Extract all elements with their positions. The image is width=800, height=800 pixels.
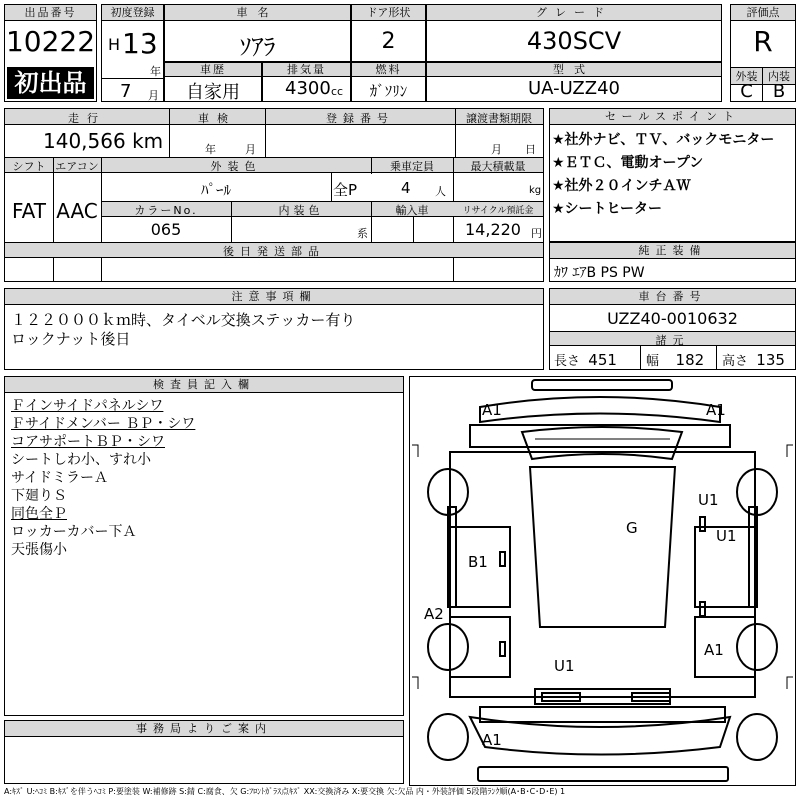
later-parts-label: 後日発送部品: [223, 245, 325, 258]
intcolor-unit: 系: [357, 227, 368, 240]
disp-unit: cc: [331, 85, 344, 98]
era: H: [108, 35, 121, 54]
damage-mark: A1: [482, 401, 502, 419]
sales-label: セールスポイント: [550, 109, 795, 125]
sales-point: ★社外ナビ、ＴＶ、バックモニター: [552, 132, 775, 148]
fuel-value: ｶﾞｿﾘﾝ: [369, 82, 408, 100]
score-block: [730, 4, 796, 102]
color-value: ﾊﾟｰﾙ: [200, 181, 231, 199]
lot-block: [4, 4, 97, 102]
inspector-line: コアサポートＢＰ・シワ: [11, 434, 165, 450]
history-value: 自家用: [186, 82, 240, 103]
model-label: 型式: [427, 63, 721, 77]
model-value: UA-UZZ40: [527, 78, 620, 99]
first-reg-block: [101, 4, 164, 102]
inspector-line: Ｆサイドメンバー ＢＰ・シワ: [11, 416, 196, 432]
notes-label: 注意事項欄: [5, 289, 543, 305]
door-label: ドア形状: [352, 5, 425, 21]
inspector-line: 天張傷小: [11, 542, 67, 558]
damage-mark: A1: [704, 641, 724, 659]
intcolor-label: 内装色: [278, 204, 324, 217]
inspect-year-unit: 年: [205, 143, 216, 156]
damage-mark: A1: [482, 731, 502, 749]
disp-value: 4300: [285, 78, 331, 99]
all-paint: 全P: [333, 181, 358, 199]
inspector-line: 下廻りＳ: [11, 488, 67, 504]
score-value: R: [753, 25, 773, 58]
door-value: 2: [381, 29, 396, 54]
colorno-value: 065: [150, 220, 182, 239]
seat-label: 乗車定員: [390, 160, 434, 173]
name-label: 車名: [165, 5, 350, 21]
fuel-label: 燃料: [352, 63, 425, 77]
inspect-month-unit: 月: [245, 143, 256, 156]
disp-label: 排気量: [263, 63, 350, 77]
inspector-block: [4, 376, 404, 716]
damage-mark: A2: [424, 605, 444, 623]
office-block: [4, 720, 404, 784]
inspector-line: シートしわ小、すれ小: [11, 452, 151, 468]
model-block: [426, 62, 722, 102]
lot-no-label: 出品番号: [5, 5, 96, 21]
year-unit: 年: [150, 65, 161, 78]
color-label: 外装色: [210, 160, 262, 173]
office-label: 事務局よりご案内: [5, 721, 403, 737]
width: 幅 182: [646, 351, 705, 369]
chassis-value: UZZ40-0010632: [607, 309, 738, 328]
first-listing-badge: 初出品: [7, 67, 94, 99]
name-block: [164, 4, 351, 62]
shift-label: シフト: [12, 160, 46, 173]
grade-block: [426, 4, 722, 62]
equip-label: 純正装備: [550, 243, 795, 259]
history-label: 車歴: [165, 63, 261, 77]
seat-unit: 人: [435, 185, 446, 198]
reg-month: 7: [120, 81, 132, 102]
chassis-block: [549, 288, 796, 370]
length: 長さ 451: [554, 351, 617, 369]
damage-mark: B1: [468, 553, 488, 571]
car-outline: [410, 377, 795, 785]
ac-value: AAC: [56, 199, 98, 223]
height: 高さ 135: [722, 351, 785, 369]
sales-point: ★シートヒーター: [552, 201, 662, 217]
notes-line: １２２０００ｋｍ時、タイベル交換ステッカー有り: [11, 311, 356, 329]
transfer-day-unit: 日: [525, 143, 536, 156]
info-block: [4, 108, 544, 282]
load-label: 最大積載量: [470, 160, 526, 173]
inspect-label: 車検: [198, 112, 236, 125]
reg-year: 13: [122, 27, 158, 60]
inspector-line: 同色全Ｐ: [11, 506, 67, 522]
score-label: 評価点: [731, 5, 795, 21]
int-label: 内装: [763, 68, 795, 85]
damage-diagram: [409, 376, 796, 786]
int-value: B: [772, 81, 786, 102]
damage-mark: U1: [554, 657, 575, 675]
damage-mark: A1: [706, 401, 726, 419]
inspector-line: ロッカーカバー下Ａ: [11, 524, 137, 540]
first-reg-label: 初度登録: [102, 5, 163, 21]
lot-no: 10222: [5, 25, 96, 58]
history-block: [164, 62, 262, 102]
disp-block: [262, 62, 351, 102]
spec-label: 諸元: [655, 334, 690, 347]
door-block: [351, 4, 426, 62]
damage-mark: G: [626, 519, 638, 537]
shift-value: FAT: [11, 199, 46, 223]
chassis-label: 車台番号: [550, 289, 795, 305]
damage-mark: U1: [716, 527, 737, 545]
sales-points-block: [549, 108, 796, 242]
month-unit: 月: [148, 89, 159, 102]
inspector-lines: [11, 397, 195, 559]
transfer-month-unit: 月: [491, 143, 502, 156]
import-label: 輸入車: [395, 204, 429, 217]
reg-label: 登録番号: [326, 112, 394, 125]
transfer-label: 譲渡書類期限: [466, 112, 532, 125]
notes-block: [4, 288, 544, 370]
recycle-unit: 円: [531, 227, 542, 240]
grade-value: 430SCV: [526, 27, 622, 55]
mileage-value: 140,566 km: [43, 129, 164, 153]
inspector-line: Ｆインサイドパネルシワ: [11, 398, 164, 414]
inspector-line: サイドミラーＡ: [11, 470, 109, 486]
sales-point: ★ＥＴＣ、電動オープン: [552, 155, 704, 171]
recycle-label: リサイクル預託金: [462, 206, 534, 216]
recycle-value: 14,220: [465, 220, 521, 239]
inspector-label: 検査員記入欄: [5, 377, 403, 393]
ac-label: エアコン: [55, 160, 99, 173]
car-name: ｿｱﾗ: [239, 33, 276, 61]
legend: A:ｷｽﾞ U:ﾍｺﾐ B:ｷｽﾞを伴うﾍｺﾐ P:要塗装 W:補修跡 S:錆 C:腐食、欠 G:ﾌﾛﾝﾄｶﾞﾗｽ点ｷｽﾞ XX:交換済み X:要交換 欠:欠品 内・外装評価 5段階ﾗﾝｸ順(A･B･C･D･E) 1: [4, 787, 566, 796]
ext-value: C: [740, 81, 753, 102]
sales-point: ★社外２０インチＡＷ: [552, 178, 691, 194]
colorno-label: カラーNo.: [134, 204, 198, 217]
seat-value: 4: [401, 179, 411, 197]
equipment-block: [549, 242, 796, 282]
mileage-label: 走行: [68, 112, 106, 125]
ext-label: 外装: [731, 68, 762, 85]
equip-value: ｶﾜ ｴｱB PS PW: [554, 265, 645, 281]
notes-line: ロックナット後日: [11, 330, 131, 348]
damage-mark: U1: [698, 491, 719, 509]
load-unit: kg: [529, 185, 542, 196]
fuel-block: [351, 62, 426, 102]
grade-label: グレード: [427, 5, 721, 21]
